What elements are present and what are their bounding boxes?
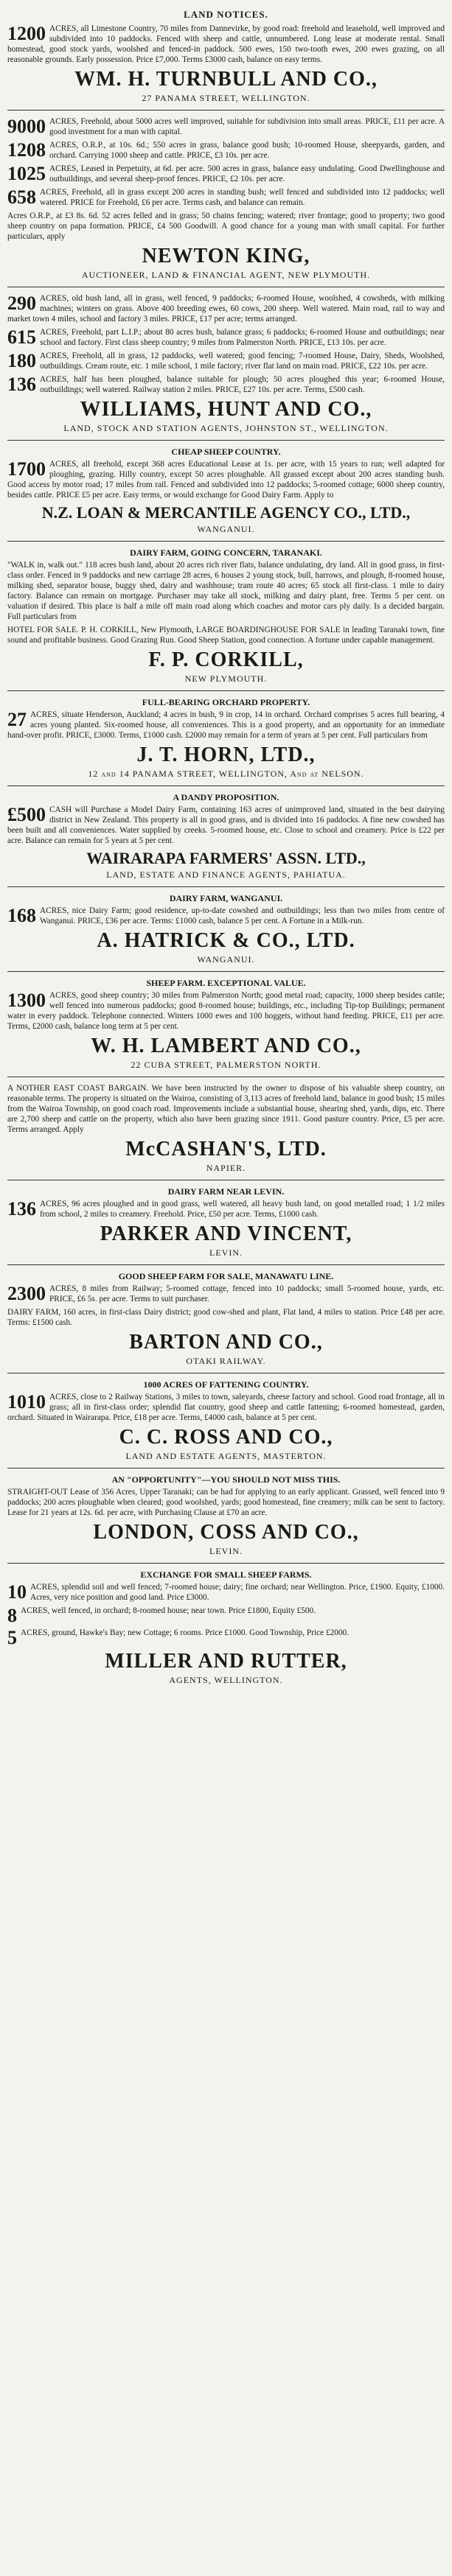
ad-headline: DAIRY FARM NEAR LEVIN. xyxy=(167,1186,285,1197)
ad-paragraph xyxy=(7,1307,445,1328)
ad-text: ACRES, 96 acres ploughed and in good grass, well watered, all heavy bush land, on good metalled road; 1 1/2 miles from school, 2 miles to creamery. Freehold. Price, £50 per acre. Terms, £1000 cash. xyxy=(40,1200,445,1219)
ad-text: STRAIGHT-OUT Lease of 356 Acres, Upper Taranaki; can be had for applying to an early applicant. Grassed, well fenced into 9 paddocks; 200 acres ploughable when cleared; good woolshed, yards; good homestead, fine creamery; milk can be sent to factory. Lease for 21 years at 12s. 6d. per acre, with Purchasing Clause at £70 an acre. xyxy=(7,1488,445,1517)
ad-headline: A DANDY PROPOSITION. xyxy=(173,792,279,802)
divider xyxy=(7,1264,445,1265)
agent-address: WANGANUI. xyxy=(197,524,255,534)
advertisement xyxy=(7,1563,445,1686)
agent-address: LEVIN. xyxy=(209,1247,243,1258)
ad-paragraph xyxy=(7,1582,445,1603)
ad-paragraph xyxy=(7,1083,445,1135)
agent-name: NEWTON KING, xyxy=(142,245,310,267)
ad-headline: FULL-BEARING ORCHARD PROPERTY. xyxy=(142,697,310,707)
agent-name: WAIRARAPA FARMERS' ASSN. LTD., xyxy=(86,849,366,867)
ad-paragraph xyxy=(7,327,445,348)
ad-paragraph xyxy=(7,990,445,1032)
ad-paragraph xyxy=(7,560,445,622)
ad-acreage: 9000 xyxy=(7,116,46,137)
ad-text: ACRES, close to 2 Railway Stations, 3 miles to town, saleyards, cheese factory and school. Good road frontage, all in grass; all in first-class order; splendid flat country, good sheep and cattle fattening; 6-roomed homestead, garden, orchard. Situated in Wairarapa. Price, £18 per acre. Terms, £4000 cash, balance at 5 per cent. xyxy=(7,1393,445,1422)
divider xyxy=(7,886,445,887)
agent-name: MILLER AND RUTTER, xyxy=(105,1650,347,1673)
agent-name: F. P. CORKILL, xyxy=(148,648,304,671)
ad-text: ACRES, 8 miles from Railway; 5-roomed cottage, fenced into 10 paddocks; small 5-roomed house, yards, etc. PRICE, £6 5s. per acre. Terms to suit purchaser. xyxy=(49,1284,445,1303)
ad-paragraph xyxy=(7,164,445,184)
ad-text: ACRES, half has been ploughed, balance suitable for plough; 50 acres ploughed this year; 6-roomed House, outbuildings; well watered. Railway station 2 miles. PRICE, £27 10s. per acre. Terms, £500 cash. xyxy=(40,375,445,394)
ad-text: Acres O.R.P., at £3 8s. 6d. 52 acres felled and in grass; 50 chains fencing; watered; river frontage; good to property; two good sheep country on papa formation. PRICE, £4 500 Goodwill. A good chance for a young man with small capital. For further particulars, apply xyxy=(7,211,445,241)
ad-acreage: 1010 xyxy=(7,1391,46,1413)
ad-text: HOTEL FOR SALE. P. H. CORKILL, New Plymouth, LARGE BOARDINGHOUSE FOR SALE in leading Taranaki town, fine sound and profitable business. Good Grazing Run. Good Sheep Station, good connection. A fortune under capable management. xyxy=(7,626,445,645)
divider xyxy=(7,971,445,972)
ad-headline: DAIRY FARM, GOING CONCERN, TARANAKI. xyxy=(130,547,322,558)
ad-paragraph xyxy=(7,211,445,242)
advertisement xyxy=(7,1264,445,1367)
ad-headline: DAIRY FARM, WANGANUI. xyxy=(169,893,283,903)
agent-address: LEVIN. xyxy=(209,1546,243,1556)
ad-text: ACRES, ground, Hawke's Bay; new Cottage; 6 rooms. Price £1000. Good Township, Price £2000. xyxy=(21,1628,350,1637)
ad-text: CASH will Purchase a Model Dairy Farm, containing 163 acres of unimproved land, situated in the best dairying district in New Zealand. This property is all in good grass, and is divided into 16 paddocks. A fine new cowshed has been built and all conveniences. Water supplied by creeks. 5-roomed house, etc. Close to school and creamery. Price is £22 per acre. Balance can remain for 5 years at 5 per cent. xyxy=(7,805,445,845)
ad-paragraph xyxy=(7,805,445,846)
agent-name: W. H. LAMBERT AND CO., xyxy=(91,1035,361,1057)
ad-acreage: 290 xyxy=(7,293,36,314)
ad-acreage: 1700 xyxy=(7,458,46,480)
ad-text: ACRES, nice Dairy Farm; good residence, up-to-date cowshed and outbuildings; less than two miles from centre of Wanganui. PRICE, £36 per acre. Terms: £1000 cash, balance 5 per cent. A Fortune in a Milk-run. xyxy=(40,906,445,925)
ad-headline: EXCHANGE FOR SMALL SHEEP FARMS. xyxy=(140,1569,312,1580)
agent-address: 27 PANAMA STREET, WELLINGTON. xyxy=(142,93,310,103)
ad-headline: GOOD SHEEP FARM FOR SALE, MANAWATU LINE. xyxy=(118,1271,334,1281)
ad-paragraph xyxy=(7,710,445,741)
agent-address: OTAKI RAILWAY. xyxy=(186,1356,266,1366)
advertisement xyxy=(7,1077,445,1174)
ad-headline: 1000 ACRES OF FATTENING COUNTRY. xyxy=(143,1379,309,1390)
advertisement xyxy=(7,287,445,434)
divider xyxy=(7,1563,445,1564)
divider xyxy=(7,541,445,542)
ad-headline: CHEAP SHEEP COUNTRY. xyxy=(171,447,281,457)
ad-text: ACRES, well fenced, in orchard; 8-roomed house; near town. Price £1800, Equity £500. xyxy=(21,1606,316,1615)
agent-address: 12 and 14 PANAMA STREET, WELLINGTON, And at NELSON. xyxy=(88,769,364,779)
ad-paragraph xyxy=(7,187,445,208)
advertisement xyxy=(7,541,445,685)
ad-acreage: 1025 xyxy=(7,163,46,184)
ad-text: ACRES, Leased in Perpetuity, at 6d. per acre. 500 acres in grass, balance easy undulating. Good Dwellinghouse and outbuildings, and several sheep-proof fences. PRICE, £2 10s. per acre. xyxy=(49,164,445,183)
ad-paragraph xyxy=(7,351,445,371)
ads-column xyxy=(7,24,445,1686)
ad-text: ACRES, all freehold, except 368 acres Educational Lease at 1s. per acre, with 15 years to run; well adapted for ploughing, grazing. Hilly country, except 50 acres ploughable. All grassed except about 200 acres standing bush. Good access by motor road; 17 miles from rail. Fenced and subdivided into 12 paddocks; 5-roomed cottage; 6000 sheep country, besides cattle. PRICE £5 per acre. Easy terms, or would exchange for Good Dairy Farm. Apply to xyxy=(7,460,445,500)
agent-address: NEW PLYMOUTH. xyxy=(184,673,268,684)
ad-paragraph xyxy=(7,140,445,161)
agent-address: 22 CUBA STREET, PALMERSTON NORTH. xyxy=(131,1060,321,1070)
agent-address: LAND AND ESTATE AGENTS, MASTERTON. xyxy=(125,1451,327,1461)
page xyxy=(7,7,445,2561)
advertisement xyxy=(7,971,445,1071)
ad-paragraph xyxy=(7,24,445,65)
ad-text: ACRES, Freehold, all in grass, 12 paddocks, well watered; good fencing; 7-roomed House, Dairy, Sheds, Woolshed, outbuildings. Cream route, etc. 1 mile school, 1 mile factory; river flat land on main road. PRICE, £22 10s. per acre. xyxy=(40,351,445,371)
agent-address: WANGANUI. xyxy=(197,954,255,965)
ad-acreage: 136 xyxy=(7,374,36,395)
ad-paragraph xyxy=(7,906,445,926)
advertisement xyxy=(7,24,445,104)
ad-text: ACRES, old bush land, all in grass, well fenced, 9 paddocks; 6-roomed House, woolshed, 4 cowsheds, with milking machines; winters on grass. Above 400 breeding ewes, 60 cows, 200 sheep. Well watered. Main road, rail to way and market town 4 miles, school and factory 3 miles. PRICE, £17 per acre; terms arranged. xyxy=(7,294,445,323)
ad-paragraph xyxy=(7,1392,445,1423)
agent-address: AUCTIONEER, LAND & FINANCIAL AGENT, NEW PLYMOUTH. xyxy=(81,270,371,280)
ad-text: ACRES, Freehold, all in grass except 200 acres in standing bush; well fenced and subdivided into 12 paddocks; well watered. PRICE for Freehold, £6 per acre. Terms cash, and balance can remain. xyxy=(40,188,445,207)
agent-name: J. T. HORN, LTD., xyxy=(136,743,316,766)
ad-paragraph xyxy=(7,1606,445,1625)
divider xyxy=(7,110,445,111)
ad-acreage: 5 xyxy=(7,1627,17,1648)
ad-paragraph xyxy=(7,293,445,324)
agent-name: C. C. ROSS AND CO., xyxy=(119,1426,333,1449)
agent-address: LAND, ESTATE AND FINANCE AGENTS, PAHIATUA. xyxy=(106,869,346,880)
divider xyxy=(7,440,445,441)
ad-acreage: 1300 xyxy=(7,990,46,1011)
ad-text: A NOTHER EAST COAST BARGAIN. We have been instructed by the owner to dispose of his valuable sheep country, on reasonable terms. The property is situated on the Wairoa, consisting of 3,113 acres of freehold land, balance in good bush; 15 miles from the Wairoa Township, on good coach road. Improvements include a substantial house, shearing shed, yards, dips, etc. There are 2,700 sheep and cattle on the property, which also have been grazing since 1911. Good pasture country. Price, £5 per acre. Terms arranged. Apply xyxy=(7,1084,445,1134)
advertisement xyxy=(7,1468,445,1557)
agent-name: WM. H. TURNBULL AND CO., xyxy=(74,68,378,91)
agent-name: PARKER AND VINCENT, xyxy=(100,1222,352,1245)
ad-headline: AN "OPPORTUNITY"—YOU SHOULD NOT MISS THIS. xyxy=(111,1474,341,1485)
ad-text: ACRES, O.R.P., at 10s. 6d.; 550 acres in grass, balance good bush; 10-roomed House, sheepyards, garden, and orchard. Carrying 1000 sheep and cattle. PRICE, £3 10s. per acre. xyxy=(49,141,445,160)
agent-name: BARTON AND CO., xyxy=(129,1331,323,1354)
ad-paragraph xyxy=(7,1284,445,1304)
ad-acreage: 180 xyxy=(7,350,36,371)
ad-text: ACRES, good sheep country; 30 miles from Palmerston North; good metal road; capacity, 1000 sheep besides cattle; well fenced into numerous paddocks; good 8-roomed house; buildings, etc., including Tip-top Buildings; permanent water in every paddock. Telephone connected. Winters 1000 ewes and 100 hoggets, without hand feeding. PRICE, £11 per acre. Terms, £2000 cash, balance long term at 5 per cent. xyxy=(7,991,445,1031)
ad-paragraph xyxy=(7,625,445,645)
ad-acreage: 1200 xyxy=(7,23,46,44)
advertisement xyxy=(7,785,445,881)
ad-headline: SHEEP FARM. EXCEPTIONAL VALUE. xyxy=(146,978,306,988)
agent-name: A. HATRICK & CO., LTD. xyxy=(97,929,355,952)
agent-name: N.Z. LOAN & MERCANTILE AGENCY CO., LTD., xyxy=(41,503,411,522)
ad-acreage: 658 xyxy=(7,186,36,208)
ad-text: ACRES, situate Henderson, Auckland; 4 acres in bush, 9 in crop, 14 in orchard. Orchard comprises 5 acres full bearing, 4 acres young planted. Six-roomed house, all conveniences. This is a good property, and an opportunity for an immediate hand-over profit. PRICE, £3000. Terms, £1000 cash. £2000 may remain for a term of years at 5 per cent. Full particulars from xyxy=(7,710,445,740)
ad-acreage: 1208 xyxy=(7,139,46,161)
ad-acreage: 27 xyxy=(7,709,27,730)
agent-name: McCASHAN'S, LTD. xyxy=(125,1138,327,1161)
ad-text: ACRES, splendid soil and well fenced; 7-roomed house; dairy; fine orchard; near Wellington. Price, £1900. Equity, £1000. Acres, very nice position and good land. Price £3000. xyxy=(30,1583,445,1602)
agent-address: LAND, STOCK AND STATION AGENTS, JOHNSTON ST., WELLINGTON. xyxy=(63,423,389,433)
page-title: LAND NOTICES. xyxy=(184,9,268,20)
ad-text: ACRES, Freehold, part L.I.P.; about 80 acres bush, balance grass; 6 paddocks; 6-roomed House and outbuildings; near school and factory. First class sheep country; 9 miles from Palmerston North. PRICE, £13 10s. per acre. xyxy=(40,328,445,347)
agent-address: NAPIER. xyxy=(206,1163,246,1173)
ad-text: ACRES, Freehold, about 5000 acres well improved, suitable for subdivision into small areas. PRICE, £11 per acre. A good investment for a man with capital. xyxy=(49,117,445,136)
ad-acreage: 168 xyxy=(7,905,36,926)
ad-acreage: 2300 xyxy=(7,1283,46,1304)
ad-acreage: 10 xyxy=(7,1581,27,1603)
advertisement xyxy=(7,1180,445,1259)
advertisement xyxy=(7,440,445,535)
ad-text: ACRES, all Limestone Country, 70 miles from Dannevirke, by good road: freehold and leasehold, well improved and subdivided into 10 paddocks. Fenced with sheep and cattle, unnumbered. Long lease at moderate rental. Small homestead, good stock yards, woolshed and fenced-in paddock. 500 ewes, 150 two-tooth ewes, 200 ewes grazing, on all reasonable grounds. Early possession. Price £7,000. Terms £3000 cash, balance on easy terms. xyxy=(7,24,445,64)
advertisement xyxy=(7,110,445,281)
divider xyxy=(7,690,445,691)
agent-name: WILLIAMS, HUNT AND CO., xyxy=(80,398,372,421)
advertisement xyxy=(7,1373,445,1462)
ad-text: "WALK in, walk out." 118 acres bush land, about 20 acres rich river flats, balance undulating, dry land. All in good grass, in first-class order. Fenced in 9 paddocks and new carriage 28 acres, 6 houses 2 young stock, bull, harrows, and plough, 8-roomed house, milking shed, separator house, buggy shed, dairy and washhouse; tram route 40 acres; 65 stock all first-class. 1 mile to dairy factory. Balance can remain on mortgage. Purchaser may take all stock, milking and dairy plant, free. Terms 5 per cent. on valuation if desired. This place is half a mile off main road along which coaches and motor cars ply daily. Is a decided bargain. Full particulars from xyxy=(7,561,445,621)
ad-paragraph xyxy=(7,374,445,395)
ad-paragraph xyxy=(7,1628,445,1647)
advertisement xyxy=(7,690,445,780)
ad-acreage: 8 xyxy=(7,1605,17,1626)
agent-address: AGENTS, WELLINGTON. xyxy=(169,1675,283,1685)
ad-paragraph xyxy=(7,459,445,500)
ad-acreage: 136 xyxy=(7,1198,36,1219)
divider xyxy=(7,1468,445,1469)
divider xyxy=(7,785,445,786)
ad-paragraph xyxy=(7,116,445,137)
advertisement xyxy=(7,886,445,965)
ad-paragraph xyxy=(7,1199,445,1219)
agent-name: LONDON, COSS AND CO., xyxy=(93,1521,359,1544)
ad-text: DAIRY FARM, 160 acres, in first-class Dairy district; good cow-shed and plant, Flat land, 4 miles to station. Price £48 per acre. Terms: £1500 cash. xyxy=(7,1308,445,1327)
ad-acreage: £500 xyxy=(7,804,46,825)
ad-paragraph xyxy=(7,1487,445,1518)
ad-acreage: 615 xyxy=(7,326,36,348)
